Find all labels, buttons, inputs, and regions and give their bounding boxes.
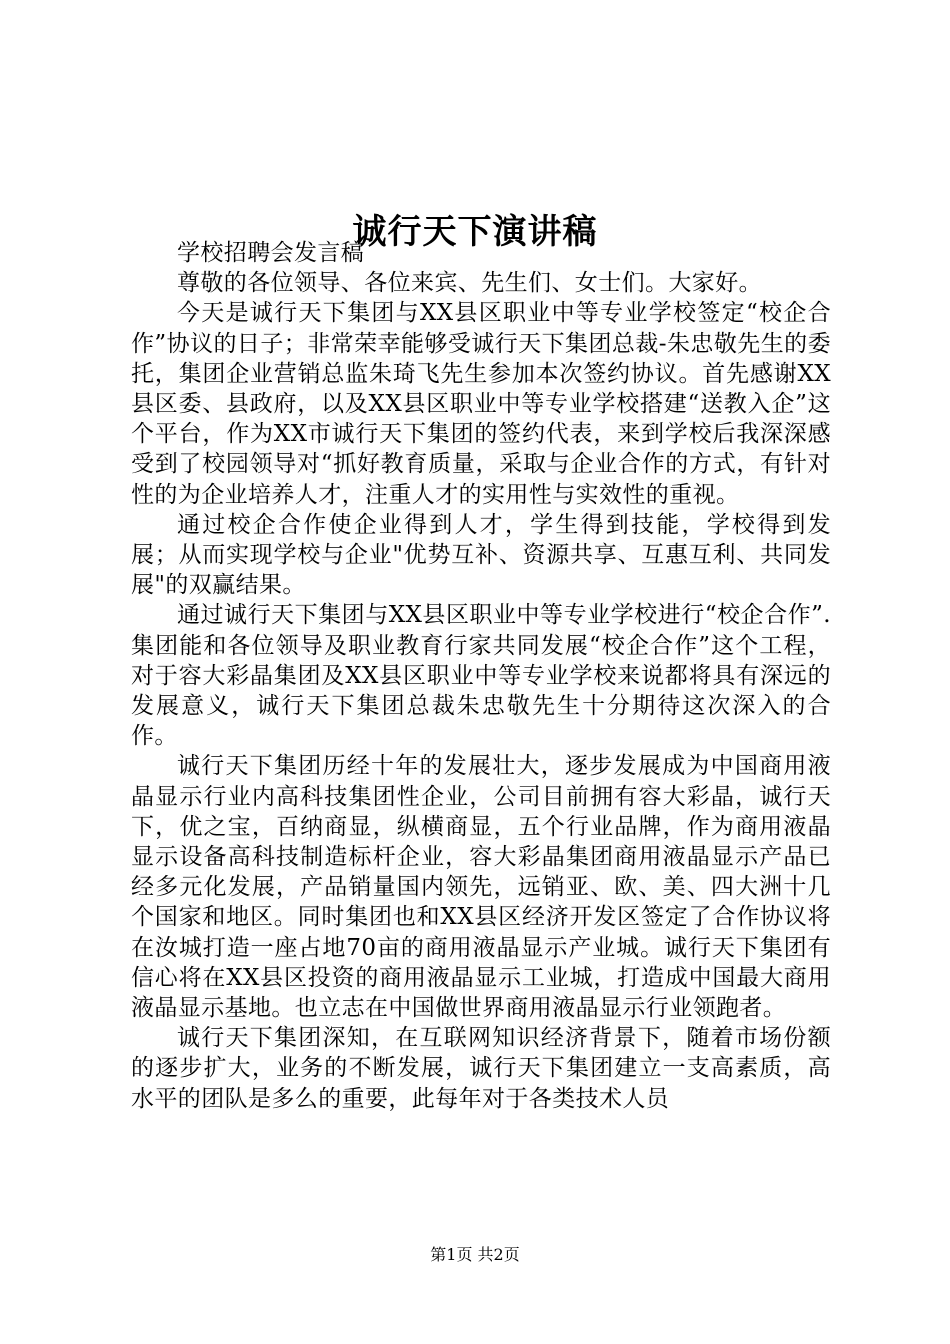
paragraph: 今天是诚行天下集团与XX县区职业中等专业学校签定“校企合作”协议的日子；非常荣幸能够受诚行天下集团总裁-朱忠敬先生的委托，集团企业营销总监朱琦飞先生参加本次签约协议。首先感谢XX县区委、县政府，以及XX县区职业中等专业学校搭建“送教入企”这个平台，作为XX市诚行天下集团的签约代表，来到学校后我深深感受到了校园领导对“抓好教育质量，采取与企业合作的方式，有针对性的为企业培养人才，注重人才的实用性与实效性的重视。	[131, 300, 831, 508]
paragraph: 诚行天下集团历经十年的发展壮大，逐步发展成为中国商用液晶显示行业内高科技集团性企业，公司目前拥有容大彩晶，诚行天下，优之宝，百纳商显，纵横商显，五个行业品牌，作为商用液晶显示设备高科技制造标杆企业，容大彩晶集团商用液晶显示产品已经多元化发展，产品销量国内领先，远销亚、欧、美、四大洲十几个国家和地区。同时集团也和XX县区经济开发区签定了合作协议将在汝城打造一座占地70亩的商用液晶显示产业城。诚行天下集团有信心将在XX县区投资的商用液晶显示工业城，打造成中国最大商用液晶显示基地。也立志在中国做世界商用液晶显示行业领跑者。	[131, 753, 831, 1022]
paragraph: 学校招聘会发言稿	[177, 240, 365, 266]
paragraph: 通过校企合作使企业得到人才，学生得到技能，学校得到发展；从而实现学校与企业"优势互补、资源共享、互惠互利、共同发展"的双赢结果。	[131, 511, 831, 599]
paragraph: 通过诚行天下集团与XX县区职业中等专业学校进行“校企合作”.集团能和各位领导及职业教育行家共同发展“校企合作”这个工程，对于容大彩晶集团及XX县区职业中等专业学校来说都将具有深远的发展意义，诚行天下集团总裁朱忠敬先生十分期待这次深入的合作。	[131, 602, 831, 750]
paragraph: 尊敬的各位领导、各位来宾、先生们、女士们。大家好。	[177, 270, 762, 297]
document-body	[131, 238, 831, 1114]
page-title: 诚行天下演讲稿	[352, 211, 598, 252]
page-number-footer: 第1页 共2页	[430, 1245, 520, 1264]
paragraph: 诚行天下集团深知，在互联网知识经济背景下，随着市场份额的逐步扩大，业务的不断发展，诚行天下集团建立一支高素质，高水平的团队是多么的重要，此每年对于各类技术人员	[131, 1025, 831, 1112]
